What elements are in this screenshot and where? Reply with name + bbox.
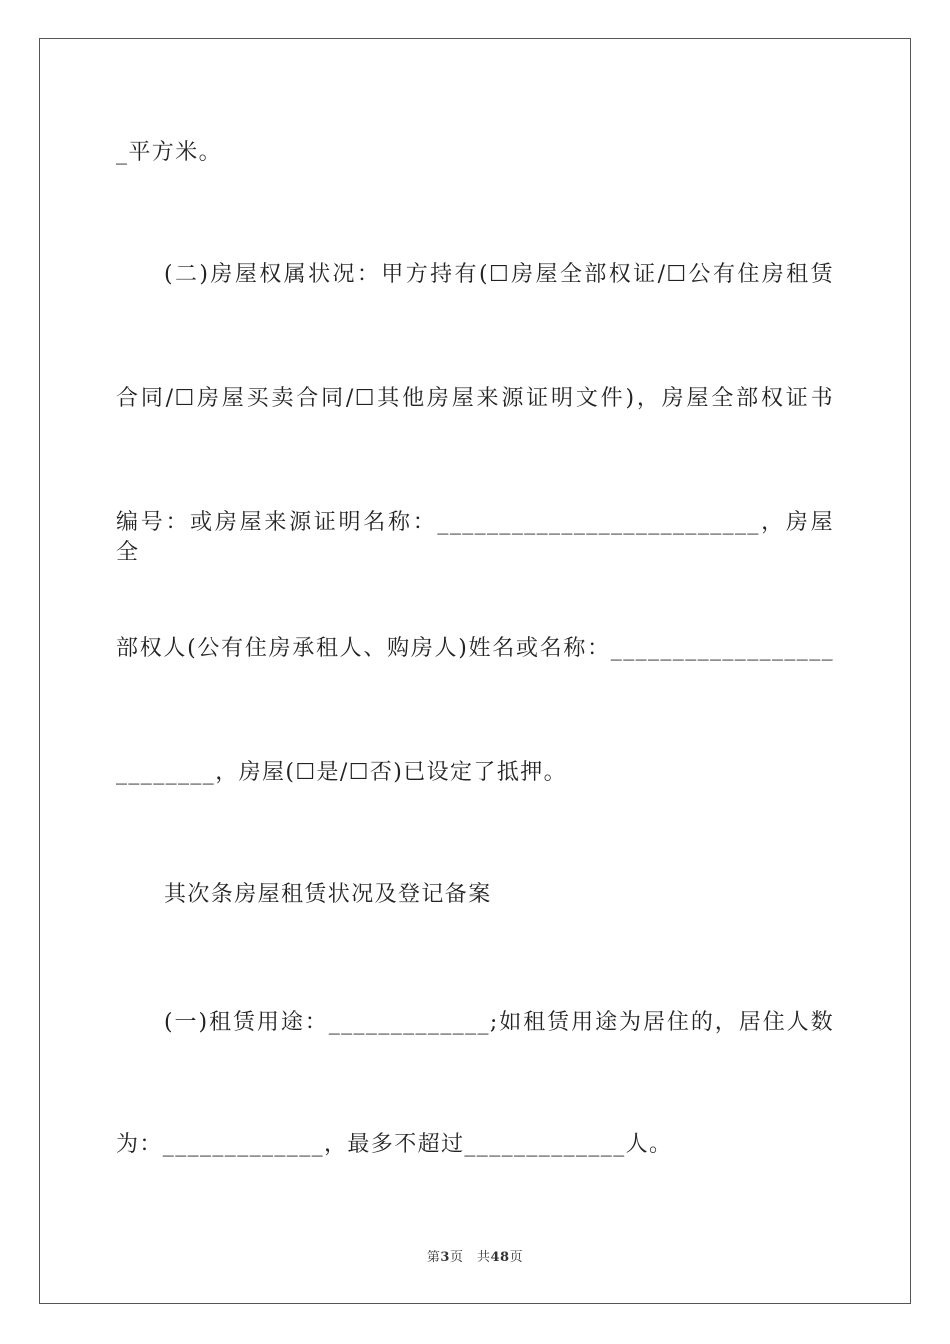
text-line-4: 编号：或房屋来源证明名称：__________________________，房屋全 [116,510,834,565]
footer-page-number: 3 [440,1250,450,1265]
section-heading: 其次条房屋租赁状况及登记备案 [164,882,492,907]
footer-suffix: 页 [509,1250,524,1265]
page-footer [0,1246,950,1265]
page-frame [39,38,911,1304]
text-line-6: ________，房屋(☐是/☐否)已设定了抵押。 [116,760,568,785]
text-line-8: (一)租赁用途：_____________;如租赁用途为居住的，居住人数 [164,1010,834,1035]
footer-total-pages: 48 [490,1250,510,1265]
text-line-1: _平方米。 [116,140,223,165]
text-line-2: (二)房屋权属状况：甲方持有(☐房屋全部权证/☐公有住房租赁 [164,262,834,287]
text-line-5: 部权人(公有住房承租人、购房人)姓名或名称：__________________ [116,636,834,661]
text-line-3: 合同/☐房屋买卖合同/☐其他房屋来源证明文件)，房屋全部权证书 [116,386,834,411]
footer-prefix: 第 [426,1250,441,1265]
footer-middle: 页 共 [449,1250,491,1265]
text-line-9: 为：_____________，最多不超过_____________人。 [116,1132,673,1157]
